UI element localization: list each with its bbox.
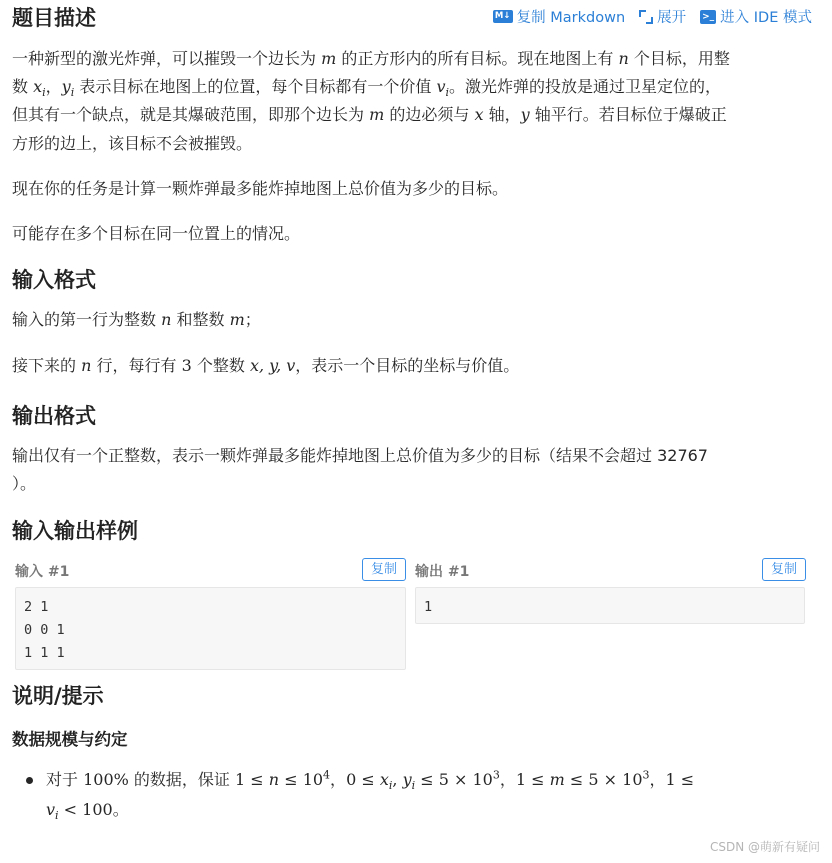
constraints-line-2: $v_i < 100$。 <box>46 800 129 823</box>
sample-input-box <box>15 587 406 670</box>
markdown-icon: M↓ <box>493 10 513 23</box>
sample-input-label: 输入 #1 <box>15 564 70 580</box>
ide-mode-button[interactable] <box>700 6 812 27</box>
expand-icon <box>639 10 653 24</box>
description-paragraph-3: 可能存在多个目标在同一位置上的情况。 <box>12 224 301 243</box>
description-line-2: 数 $x_i$，$y_i$ 表示目标在地图上的位置，每个目标都有一个价值 $v_i$。激光炸弹的投放是通过卫星定位的， <box>12 77 722 100</box>
samples-title: 输入输出样例 <box>12 519 138 543</box>
sample-output-line: 1 <box>424 599 433 615</box>
expand-button[interactable] <box>639 6 686 27</box>
bullet-dot <box>26 777 33 784</box>
expand-label: 展开 <box>657 10 687 26</box>
description-line-1: 一种新型的激光炸弹，可以摧毁一个边长为 m 的正方形内的所有目标。现在地图上有 n 个目标，用整 <box>12 49 730 68</box>
copy-input-button[interactable]: 复制 <box>362 558 406 581</box>
problem-toolbar <box>493 6 812 27</box>
sample-output-box <box>415 587 805 624</box>
input-format-line-1: 输入的第一行为整数 n 和整数 m； <box>12 310 261 329</box>
input-format-line-2: 接下来的 n 行，每行有 3 个整数 x, y, v，表示一个目标的坐标与价值。 <box>12 356 520 375</box>
output-format-title: 输出格式 <box>12 404 96 428</box>
copy-markdown-button[interactable] <box>493 6 626 27</box>
description-line-4: 方形的边上，该目标不会被摧毁。 <box>12 134 253 153</box>
description-paragraph-2: 现在你的任务是计算一颗炸弹最多能炸掉地图上总价值为多少的目标。 <box>12 179 509 198</box>
hint-title: 说明/提示 <box>12 684 104 708</box>
constraints-title: 数据规模与约定 <box>12 730 128 749</box>
output-format-line-2: ）。 <box>12 474 37 493</box>
sample-input-line: 1 1 1 <box>24 645 65 661</box>
ide-mode-label: 进入 IDE 模式 <box>720 10 812 26</box>
copy-markdown-label: 复制 Markdown <box>516 10 626 26</box>
description-line-3: 但其有一个缺点，就是其爆破范围，即那个边长为 m 的边必须与 x 轴，y 轴平行。若目标位于爆破正 <box>12 105 727 124</box>
output-format-line-1: 输出仅有一个正整数，表示一颗炸弹最多能炸掉地图上总价值为多少的目标（结果不会超过 32767 <box>12 446 708 465</box>
input-format-title: 输入格式 <box>12 268 96 292</box>
sample-output-label: 输出 #1 <box>415 564 470 580</box>
sample-input-line: 0 0 1 <box>24 622 65 638</box>
copy-output-button[interactable]: 复制 <box>762 558 806 581</box>
watermark: CSDN @萌新有疑问 <box>709 840 820 854</box>
sample-input-line: 2 1 <box>24 599 49 615</box>
terminal-icon: >_ <box>702 11 715 22</box>
description-title: 题目描述 <box>12 6 96 30</box>
constraints-line-1: 对于 100% 的数据，保证 $1 \le n \le 10^4$，$0 \le x_i$, $y_i \le 5 \times 10^3$，$1 \le m \le 5 \times 10^3$，1 ≤ <box>46 768 695 793</box>
